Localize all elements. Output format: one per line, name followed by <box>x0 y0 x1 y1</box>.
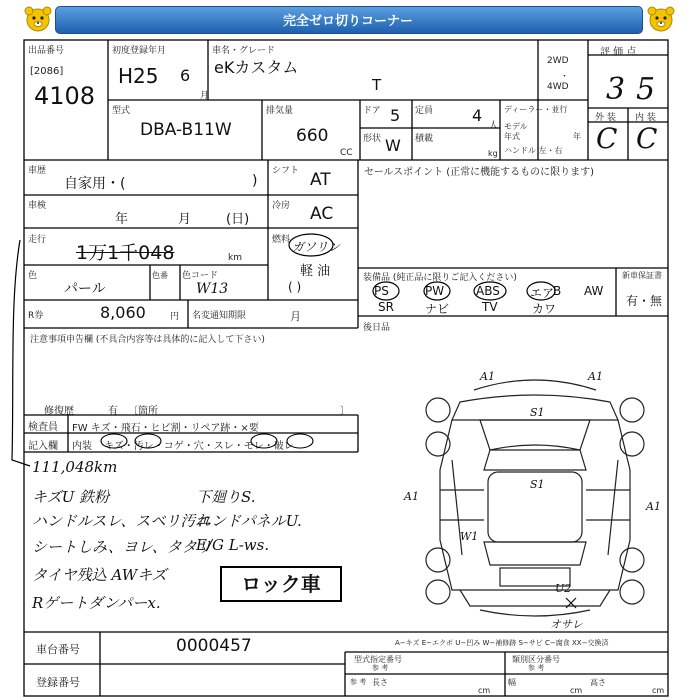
inspection-year: 年 <box>115 212 129 227</box>
equip-sr: SR <box>378 300 394 314</box>
kg-unit: kg <box>488 149 498 158</box>
car-diagram <box>400 360 670 630</box>
fuel-gas: ガソリン <box>292 240 341 254</box>
lot-prefix: [2086] <box>30 66 64 77</box>
cc-unit: CC <box>340 148 353 158</box>
repair-location-close: 〕 <box>340 406 350 417</box>
inspection-label: 車検 <box>28 201 47 211</box>
mark-a1-left: A1 <box>404 490 419 503</box>
new-warranty-label: 新車保証書 <box>622 271 662 280</box>
mark-s1-mid: S1 <box>530 478 545 491</box>
first-reg-month: 6 <box>180 66 191 85</box>
fuel-circle-icon <box>286 232 336 258</box>
color-label: 色 <box>28 271 38 281</box>
lot-no-label: 出品番号 <box>28 46 65 56</box>
fuel-paren: ( ) <box>288 280 302 294</box>
interior-row-label: 内装 <box>72 441 92 452</box>
ref-label-1: 参 考 <box>350 678 367 686</box>
note-line-2: ハンドルスレ、スベリ汚れ <box>32 512 211 530</box>
repair-yes: 有 <box>108 406 118 417</box>
equip-tv: TV <box>482 300 498 314</box>
note-line-3: シートしみ、ヨレ、タタリ <box>32 538 212 556</box>
repair-location: 〔箇所 <box>128 406 158 417</box>
model-type: DBA-B11W <box>140 120 232 140</box>
aircon-label: 冷房 <box>272 201 291 211</box>
color-value: パール <box>64 281 106 297</box>
model-label: モデル <box>504 122 528 131</box>
fuel-label: 燃料 <box>272 235 291 245</box>
first-reg-month-unit: 月 <box>200 91 210 101</box>
fill-in-label: 記入欄 <box>28 441 58 452</box>
warranty-options: 有・無 <box>626 294 663 308</box>
mark-osare: オサレ <box>550 618 583 630</box>
capacity: 4 <box>472 106 483 125</box>
interior-row: キズ・汚レ・コゲ・穴・スレ・モレ・破レ <box>104 441 294 452</box>
defect-circles <box>100 432 350 450</box>
year-unit: 年 <box>573 132 581 141</box>
drive-2wd: 2WD <box>547 56 569 66</box>
lock-car-stamp <box>220 566 342 602</box>
equip-ps: PS <box>374 284 389 298</box>
inspection-day: (日) <box>226 212 250 227</box>
mileage-written: 111,048km <box>32 458 118 476</box>
person-unit: 人 <box>489 121 499 131</box>
banner-title: 完全ゼロ切りコーナー <box>282 14 413 29</box>
car-name-label: 車名・グレード <box>212 46 276 56</box>
sales-point-label: セールスポイント (正常に機能するものに限ります) <box>364 167 595 178</box>
equip-leather: カワ <box>532 302 557 316</box>
name-change-label: 名変通知期限 <box>192 311 247 321</box>
lot-number: 4108 <box>34 82 96 110</box>
color-code: W13 <box>196 281 229 297</box>
class-no-label: 類別区分番号 <box>512 655 560 664</box>
load-label: 積載 <box>415 134 434 144</box>
aircon-value: AC <box>310 204 334 224</box>
equip-aw: AW <box>584 284 604 298</box>
shift-value: AT <box>310 170 331 190</box>
width-cm: cm <box>570 686 583 695</box>
type-no-label: 型式指定番号 <box>354 655 402 664</box>
shape-label: 形状 <box>363 134 382 144</box>
grade: T <box>372 76 382 94</box>
lock-car-text: ロック車 <box>241 572 321 596</box>
color-code-label: 色コード <box>182 271 219 281</box>
mark-s1-top: S1 <box>530 406 545 419</box>
car-name: eKカスタム <box>214 58 299 77</box>
mark-w: W1 <box>460 530 479 543</box>
door-label: ドア <box>363 106 381 116</box>
mark-a1-right: A1 <box>646 500 661 513</box>
note-line-5: Rゲートダンパーx. <box>32 594 161 612</box>
recycle-fee: 8,060 <box>100 303 146 322</box>
inspector-label: 検査員 <box>28 422 58 433</box>
first-reg-label: 初度登録年月 <box>112 46 167 56</box>
width-label: 幅 <box>508 678 516 687</box>
after-day-label: 後日品 <box>363 323 391 333</box>
interior-grade: C <box>636 122 658 155</box>
mark-a1-front-left: A1 <box>480 370 495 383</box>
capacity-label: 定員 <box>415 106 434 116</box>
history-label: 車歴 <box>28 166 47 176</box>
mileage-printed: 1万1千048 <box>76 242 175 264</box>
equip-b: B <box>553 284 562 298</box>
name-change-month: 月 <box>290 310 301 323</box>
note-right-1: 下廻りS. <box>196 488 256 506</box>
exterior-label: 外 装 <box>595 113 616 123</box>
chassis-number: 0000457 <box>176 636 252 656</box>
fuel-diesel: 軽 油 <box>300 264 331 279</box>
recycle-label: R券 <box>28 311 44 321</box>
height-label: 高さ <box>590 678 606 687</box>
interior-label: 内 装 <box>635 113 656 123</box>
defect-legend: A−キズ E−エクボ U−凹み W−補修跡 S−サビ C−腐食 XX−交換済 <box>395 639 609 647</box>
chassis-no-label: 車台番号 <box>36 643 80 656</box>
exterior-grade: C <box>596 122 618 155</box>
note-right-3: E/G L-ws. <box>196 536 270 554</box>
history-value: 自家用・( <box>64 176 126 192</box>
equip-navi: ナビ <box>425 302 450 316</box>
reg-no-label: 登録番号 <box>36 676 80 689</box>
handle-label: ハンドル 左・右 <box>504 146 563 155</box>
dealer-label: ディーラー・並行 <box>504 105 568 114</box>
type-no-ref: 参 考 <box>372 664 389 672</box>
nensiki-label: 年式 <box>504 132 520 141</box>
yen-unit: 円 <box>170 312 180 322</box>
note-right-2: エンドパネルU. <box>196 512 302 530</box>
doors: 5 <box>390 106 401 125</box>
mileage-label: 走行 <box>28 235 47 245</box>
shift-label: シフト <box>272 166 300 176</box>
note-line-4: タイヤ残込 AWキズ <box>32 566 167 584</box>
mark-u2: U2 <box>555 582 572 595</box>
displacement: 660 <box>296 126 329 146</box>
fw-row: FW キズ・飛石・ヒビ割・リペア跡・×要 <box>72 423 259 434</box>
score-main: 3 <box>606 72 626 107</box>
repair-history-label: 修復歴 <box>44 406 74 417</box>
mark-a1-front-right: A1 <box>588 370 603 383</box>
equip-air: エア <box>530 286 555 300</box>
score-sub: 5 <box>636 72 656 107</box>
class-no-ref: 参 考 <box>528 664 545 672</box>
km-unit: km <box>228 253 242 263</box>
model-type-label: 型式 <box>112 106 131 116</box>
equip-pw: PW <box>425 284 445 298</box>
equipment-label: 装備品 (純正品に限りご記入ください) <box>363 273 517 283</box>
note-line-1: キズU 鉄粉 <box>32 488 110 506</box>
notes-header: 注意事項申告欄 (不具合内容等は具体的に記入して下さい) <box>30 335 265 345</box>
length-cm: cm <box>478 686 491 695</box>
equipment-circles <box>366 278 606 304</box>
drive-dot: ・ <box>560 72 570 82</box>
rating-label: 評 価 点 <box>600 47 637 58</box>
equip-abs: ABS <box>476 284 500 298</box>
color-no-label: 色番 <box>152 271 168 280</box>
history-close: ) <box>252 173 258 189</box>
displacement-label: 排気量 <box>266 106 294 116</box>
height-cm: cm <box>652 686 665 695</box>
drive-4wd: 4WD <box>547 82 569 92</box>
first-reg-era: H25 <box>118 64 159 88</box>
inspection-month: 月 <box>178 212 192 227</box>
shape: W <box>385 136 401 155</box>
length-label: 長さ <box>372 678 388 687</box>
